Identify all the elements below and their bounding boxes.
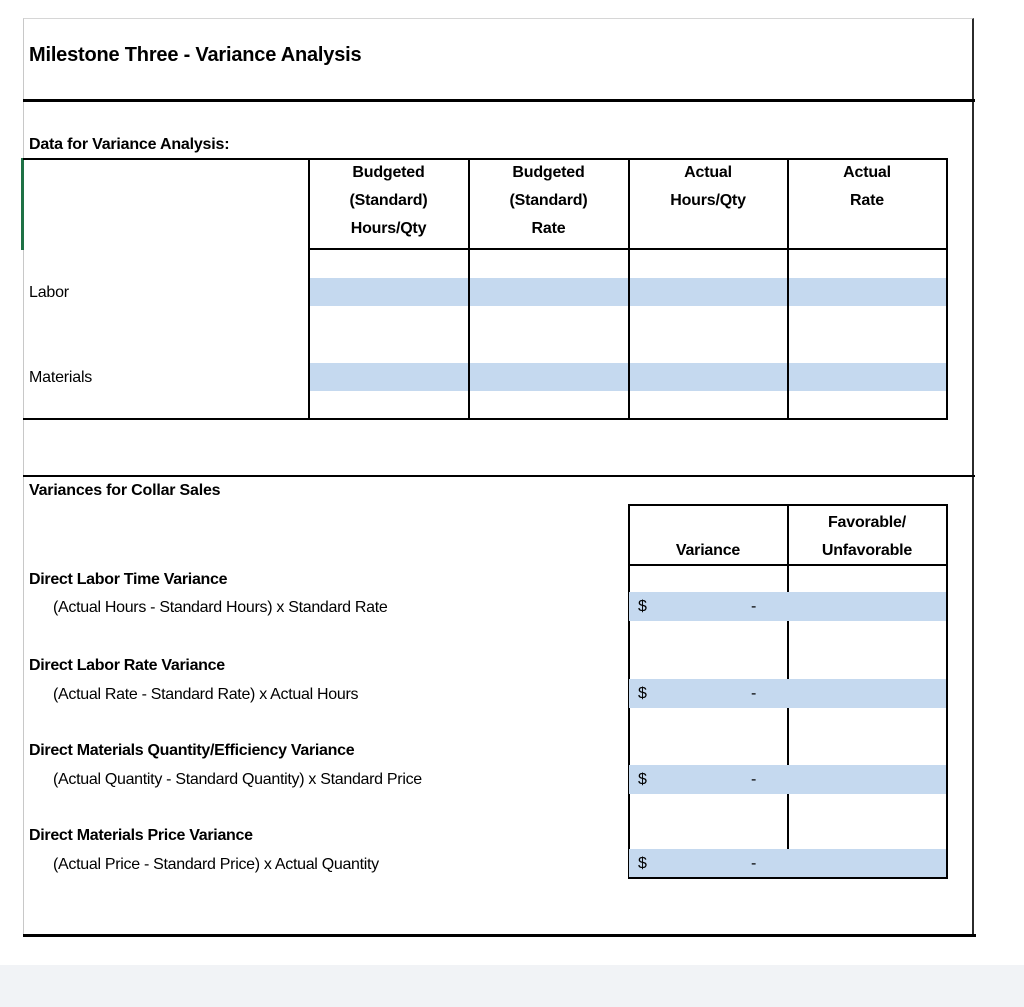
section-divider [23,475,975,477]
variance-col-divider [946,504,948,878]
title-divider [23,99,975,102]
row-label-materials: Materials [29,369,93,386]
col-header-favorable: Favorable/ Unfavorable [821,514,913,559]
col-header-actual-rate: Actual Rate [843,164,891,209]
variance-title: Direct Materials Quantity/Efficiency Variance [29,742,355,759]
window-bottom-bar [0,965,1024,1007]
col-header-budgeted-hours: Budgeted (Standard) Hours/Qty [349,164,428,237]
col-header-actual-hours: Actual Hours/Qty [670,164,746,209]
variance-title: Direct Materials Price Variance [29,827,253,844]
variance-title: Direct Labor Time Variance [29,571,228,588]
variance-row-2[interactable] [629,679,946,708]
col-header-variance: Variance [675,542,741,559]
col-header-budgeted-rate: Budgeted (Standard) Rate [509,164,588,237]
selection-indicator [21,158,24,250]
currency-symbol: $ [638,855,647,872]
currency-symbol: $ [638,598,647,615]
variance-row-3[interactable] [629,765,946,794]
data-col-divider [946,158,948,419]
sheet-bottom-border [23,934,976,937]
page-title: Milestone Three - Variance Analysis [29,44,362,66]
variance-value: - [751,855,757,872]
variance-row-1[interactable] [629,592,946,621]
data-section-heading: Data for Variance Analysis: [29,136,230,153]
variance-formula: (Actual Rate - Standard Rate) x Actual Hours [53,686,359,703]
variance-formula: (Actual Price - Standard Price) x Actual Quantity [53,856,379,873]
variance-row-4[interactable] [629,849,946,877]
row-label-labor: Labor [29,284,69,301]
variance-section-heading: Variances for Collar Sales [29,482,221,499]
variance-title: Direct Labor Rate Variance [29,657,225,674]
variance-value: - [751,771,757,788]
variance-value: - [751,685,757,702]
currency-symbol: $ [638,685,647,702]
currency-symbol: $ [638,771,647,788]
worksheet [23,18,974,937]
variance-formula: (Actual Hours - Standard Hours) x Standard Rate [53,599,388,616]
data-table-bottom-border [23,418,948,420]
variance-value: - [751,598,757,615]
variance-formula: (Actual Quantity - Standard Quantity) x Standard Price [53,771,422,788]
